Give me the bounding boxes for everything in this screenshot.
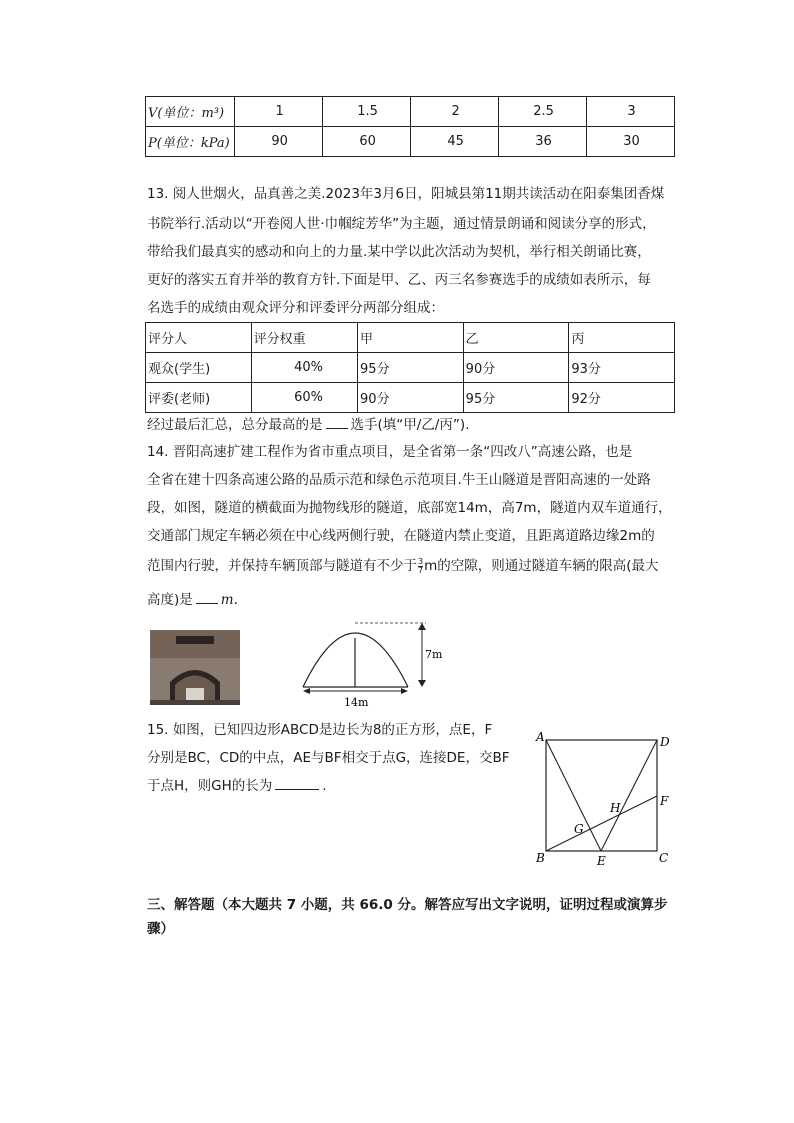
q15-end: .	[322, 778, 327, 794]
table-row	[146, 353, 675, 383]
table-cell: 90分	[358, 383, 464, 413]
table-cell: 95分	[463, 383, 569, 413]
label-f: F	[660, 794, 669, 808]
q13-answer-line	[147, 415, 469, 435]
label-g: G	[574, 822, 584, 836]
label-b: B	[536, 851, 545, 865]
q15-line3-text: 于点H，则GH的长为	[147, 778, 273, 794]
fraction	[418, 558, 423, 575]
q14-line5-suffix: m的空隙，则通过隧道车辆的限高(最大	[424, 558, 659, 574]
q13-answer-suffix: 选手(填“甲/乙/丙”).	[350, 417, 470, 433]
table-row	[146, 323, 675, 353]
q13-line: 更好的落实五育并举的教育方针.下面是甲、乙、丙三名参赛选手的成绩如表所示，每	[147, 272, 651, 288]
answer-blank[interactable]	[326, 415, 348, 429]
table-cell: 60%	[251, 383, 357, 413]
table-header-cell: 甲	[358, 323, 464, 353]
q14-line6-prefix: 高度)是	[147, 592, 193, 608]
table-cell: 95分	[358, 353, 464, 383]
table-cell: 92分	[569, 383, 675, 413]
label-d: D	[660, 735, 670, 749]
square-geometry-diagram	[530, 725, 675, 870]
table-cell: 60	[323, 127, 411, 157]
q14-line: 14. 晋阳高速扩建工程作为省市重点项目，是全省第一条“四改八”高速公路，也是	[147, 444, 633, 460]
q14-line: 全省在建十四条高速公路的品质示范和绿色示范项目.牛王山隧道是晋阳高速的一处路	[147, 472, 651, 488]
label-e: E	[597, 854, 606, 868]
square-abcd	[546, 740, 657, 851]
table-header-cell: 评分人	[146, 323, 252, 353]
table-cell: P(单位：kPa)	[146, 127, 235, 157]
q13-line: 带给我们最真实的感动和向上的力量.某中学以此次活动为契机，举行相关朗诵比赛，	[147, 244, 651, 260]
table-cell: 观众(学生)	[146, 353, 252, 383]
table-cell: 90分	[463, 353, 569, 383]
table-cell: 2.5	[499, 97, 587, 127]
score-table	[145, 322, 675, 413]
parabola-tunnel-diagram	[298, 615, 443, 710]
tunnel-photo	[150, 630, 240, 705]
segment-bf	[546, 796, 657, 851]
label-c: C	[659, 851, 669, 865]
table-cell: 40%	[251, 353, 357, 383]
q13-line: 书院举行.活动以“开卷阅人世·巾帼绽芳华”为主题，通过情景朗诵和阅读分享的形式，	[147, 216, 656, 232]
table-header-cell: 乙	[463, 323, 569, 353]
answer-blank[interactable]	[275, 776, 319, 790]
height-label: 7m	[425, 648, 443, 661]
q13-answer-prefix: 经过最后汇总，总分最高的是	[147, 417, 323, 433]
q14-line	[147, 590, 238, 610]
table-cell: 30	[587, 127, 675, 157]
table-cell: 评委(老师)	[146, 383, 252, 413]
volume-pressure-table	[145, 96, 675, 157]
q14-line: 段，如图，隧道的横截面为抛物线形的隧道，底部宽14m，高7m，隧道内双车道通行，	[147, 500, 672, 516]
q14-line6-suffix: m.	[220, 592, 238, 608]
table-header-cell: 丙	[569, 323, 675, 353]
table-row	[146, 383, 675, 413]
table-cell: 1.5	[323, 97, 411, 127]
table-cell: 93分	[569, 353, 675, 383]
width-label: 14m	[344, 696, 369, 709]
q15-line	[147, 776, 327, 796]
table-header-cell: 评分权重	[251, 323, 357, 353]
q13-line: 13. 阅人世烟火，品真善之美.2023年3月6日，阳城县第11期共读活动在阳泰集团香煤	[147, 186, 665, 202]
q14-line: 交通部门规定车辆必须在中心线两侧行驶，在隧道内禁止变道，且距离道路边缘2m的	[147, 528, 655, 544]
answer-blank[interactable]	[196, 590, 218, 604]
fraction-numerator: 3	[418, 556, 424, 566]
table-cell: 3	[587, 97, 675, 127]
table-row	[146, 97, 675, 127]
fraction-denominator: 7	[418, 565, 424, 575]
q14-line5-prefix: 范围内行驶，并保持车辆顶部与隧道有不少于	[147, 558, 417, 574]
table-cell: 90	[235, 127, 323, 157]
label-h: H	[610, 801, 621, 815]
segment-de	[601, 740, 657, 851]
q14-line	[147, 556, 659, 576]
table-row	[146, 127, 675, 157]
q15-line: 15. 如图，已知四边形ABCD是边长为8的正方形，点E，F	[147, 722, 493, 738]
table-cell: V(单位：m³)	[146, 97, 235, 127]
label-a: A	[536, 730, 545, 744]
table-cell: 2	[411, 97, 499, 127]
table-cell: 1	[235, 97, 323, 127]
section-3-line: 骤）	[147, 921, 174, 937]
q13-line: 名选手的成绩由观众评分和评委评分两部分组成：	[147, 300, 444, 316]
table-cell: 36	[499, 127, 587, 157]
table-cell: 45	[411, 127, 499, 157]
section-3-line: 三、解答题（本大题共 7 小题，共 66.0 分。解答应写出文字说明，证明过程或演算步	[147, 897, 668, 913]
q15-line: 分别是BC，CD的中点，AE与BF相交于点G，连接DE，交BF	[147, 750, 510, 766]
